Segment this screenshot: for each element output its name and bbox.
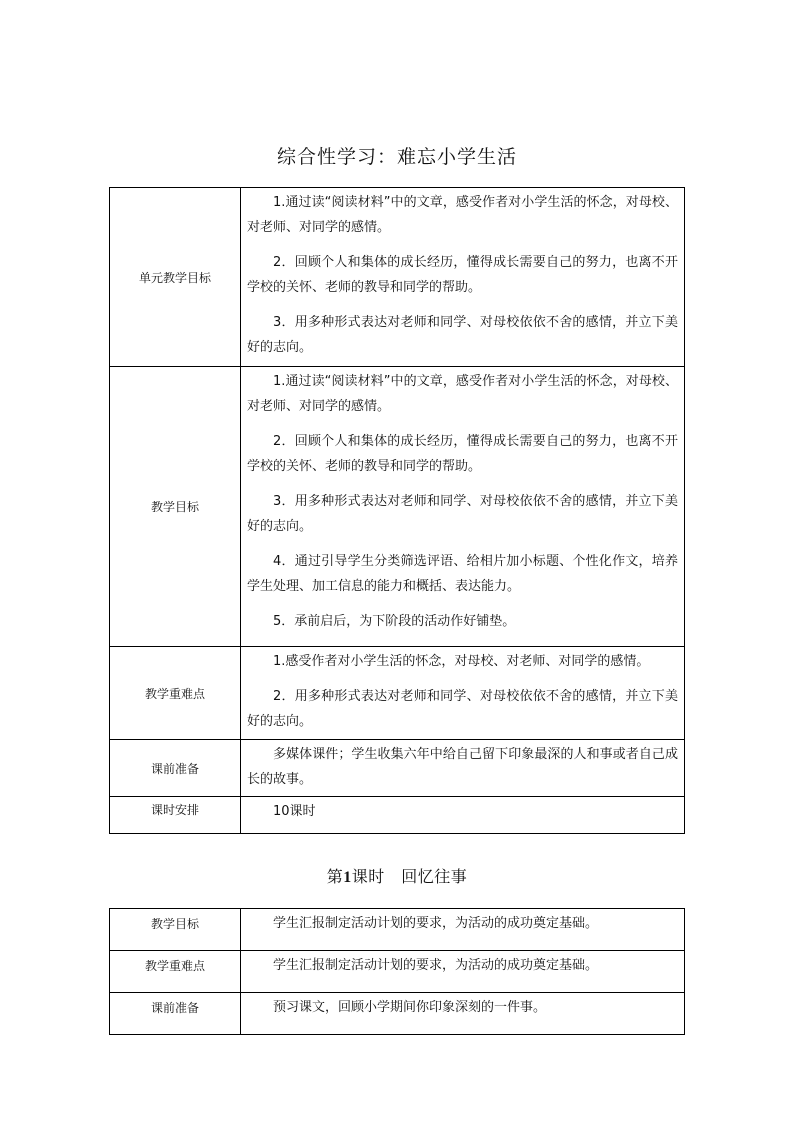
paragraph: 3．用多种形式表达对老师和同学、对母校依依不舍的感情，并立下美好的志向。 — [247, 494, 678, 534]
table-row — [110, 951, 685, 993]
row-content — [241, 367, 685, 647]
paragraph: 2．用多种形式表达对老师和同学、对母校依依不舍的感情，并立下美好的志向。 — [247, 689, 678, 729]
paragraph: 1.通过读“阅读材料”中的文章，感受作者对小学生活的怀念，对母校、对老师、对同学的感情。 — [247, 374, 678, 414]
row-content — [241, 188, 685, 367]
paragraph: 10课时 — [273, 804, 316, 819]
table-row — [110, 367, 685, 647]
row-label: 课前准备 — [110, 993, 241, 1035]
row-label: 教学目标 — [110, 367, 241, 647]
row-content — [241, 797, 685, 834]
lesson-heading — [0, 864, 794, 887]
row-label: 教学重难点 — [110, 951, 241, 993]
row-content — [241, 740, 685, 797]
paragraph: 学生汇报制定活动计划的要求，为活动的成功奠定基础。 — [273, 958, 599, 973]
row-content — [241, 993, 685, 1035]
lesson-heading-prefix: 第 — [326, 867, 344, 886]
table-row — [110, 647, 685, 740]
row-content — [241, 951, 685, 993]
table-row — [110, 740, 685, 797]
paragraph: 预习课文，回顾小学期间你印象深刻的一件事。 — [273, 1000, 547, 1015]
row-content — [241, 647, 685, 740]
paragraph: 1.通过读“阅读材料”中的文章，感受作者对小学生活的怀念，对母校、对老师、对同学的感情。 — [247, 195, 678, 235]
table-row — [110, 188, 685, 367]
paragraph: 多媒体课件；学生收集六年中给自己留下印象最深的人和事或者自己成长的故事。 — [247, 747, 678, 787]
unit-plan-table — [109, 187, 685, 834]
paragraph: 3．用多种形式表达对老师和同学、对母校依依不舍的感情，并立下美好的志向。 — [247, 315, 678, 355]
lesson-plan-table — [109, 908, 685, 1035]
row-label: 教学重难点 — [110, 647, 241, 740]
lesson-heading-suffix: 课时 回忆往事 — [351, 867, 468, 886]
row-label: 教学目标 — [110, 909, 241, 951]
paragraph: 2．回顾个人和集体的成长经历，懂得成长需要自己的努力，也离不开学校的关怀、老师的教导和同学的帮助。 — [247, 434, 678, 474]
table-row — [110, 797, 685, 834]
table-row — [110, 993, 685, 1035]
paragraph: 4．通过引导学生分类筛选评语、给相片加小标题、个性化作文，培养学生处理、加工信息的能力和概括、表达能力。 — [247, 554, 678, 594]
paragraph: 5．承前启后，为下阶段的活动作好铺垫。 — [273, 614, 516, 629]
row-label: 课前准备 — [110, 740, 241, 797]
table-row — [110, 909, 685, 951]
row-content — [241, 909, 685, 951]
document-title: 综合性学习：难忘小学生活 — [276, 146, 517, 168]
paragraph: 学生汇报制定活动计划的要求，为活动的成功奠定基础。 — [273, 916, 599, 931]
paragraph: 2．回顾个人和集体的成长经历，懂得成长需要自己的努力，也离不开学校的关怀、老师的教导和同学的帮助。 — [247, 255, 678, 295]
lesson-heading-number: 1 — [343, 869, 352, 886]
row-label: 单元教学目标 — [110, 188, 241, 367]
paragraph: 1.感受作者对小学生活的怀念，对母校、对老师、对同学的感情。 — [273, 654, 650, 669]
row-label: 课时安排 — [110, 797, 241, 834]
